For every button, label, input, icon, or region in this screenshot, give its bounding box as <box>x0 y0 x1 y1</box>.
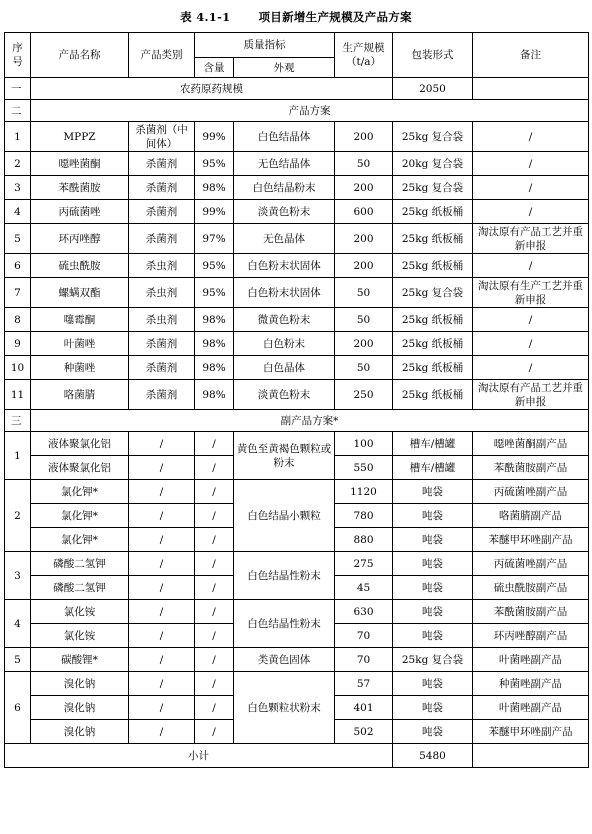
product-appearance: 白色粉末状固体 <box>234 278 335 308</box>
section3-label: 副产品方案* <box>31 410 589 432</box>
byproduct-name: 氯化钾* <box>31 480 129 504</box>
byproduct-content: / <box>195 696 234 720</box>
byproduct-scale: 1120 <box>335 480 393 504</box>
product-appearance: 白色晶体 <box>234 356 335 380</box>
byproduct-name: 溴化钠 <box>31 720 129 744</box>
table-number: 表 4.1-1 <box>180 10 231 24</box>
product-package: 25kg 纸板桶 <box>393 356 473 380</box>
product-name: 环丙唑醇 <box>31 224 129 254</box>
product-remark: / <box>473 308 589 332</box>
byproduct-seq: 1 <box>5 432 31 480</box>
product-name: 螺螨双酯 <box>31 278 129 308</box>
product-scale: 50 <box>335 152 393 176</box>
byproduct-category: / <box>129 552 195 576</box>
byproduct-category: / <box>129 720 195 744</box>
byproduct-scale: 880 <box>335 528 393 552</box>
byproduct-seq: 5 <box>5 648 31 672</box>
product-appearance: 淡黄色粉末 <box>234 380 335 410</box>
product-remark: / <box>473 200 589 224</box>
product-scale: 50 <box>335 278 393 308</box>
product-scale: 200 <box>335 176 393 200</box>
product-row <box>5 308 589 332</box>
byproduct-name: 溴化钠 <box>31 672 129 696</box>
section1-label: 农药原药规模 <box>31 78 393 100</box>
product-appearance: 淡黄色粉末 <box>234 200 335 224</box>
product-category: 杀菌剂 <box>129 152 195 176</box>
product-content: 98% <box>195 380 234 410</box>
byproduct-appearance: 白色结晶小颗粒 <box>234 480 335 552</box>
byproduct-category: / <box>129 648 195 672</box>
byproduct-content: / <box>195 600 234 624</box>
byproduct-scale: 45 <box>335 576 393 600</box>
byproduct-name: 磷酸二氢钾 <box>31 576 129 600</box>
product-remark: / <box>473 332 589 356</box>
byproduct-package: 吨袋 <box>393 576 473 600</box>
product-content: 99% <box>195 200 234 224</box>
byproduct-scale: 780 <box>335 504 393 528</box>
product-category: 杀菌剂 <box>129 332 195 356</box>
product-appearance: 白色结晶粉末 <box>234 176 335 200</box>
byproduct-scale: 502 <box>335 720 393 744</box>
product-remark: / <box>473 356 589 380</box>
product-seq: 11 <box>5 380 31 410</box>
header-category: 产品类别 <box>129 33 195 78</box>
byproduct-appearance: 白色结晶性粉末 <box>234 552 335 600</box>
section1-scale: 2050 <box>393 78 473 100</box>
byproduct-remark: 硫虫酰胺副产品 <box>473 576 589 600</box>
product-remark: 淘汰原有产品工艺并重新申报 <box>473 224 589 254</box>
product-package: 25kg 纸板桶 <box>393 308 473 332</box>
header-quality: 质量指标 <box>195 33 335 58</box>
byproduct-package: 吨袋 <box>393 552 473 576</box>
byproduct-name: 磷酸二氢钾 <box>31 552 129 576</box>
byproduct-row <box>5 432 589 456</box>
product-scale: 250 <box>335 380 393 410</box>
product-remark: 淘汰原有生产工艺并重新申报 <box>473 278 589 308</box>
product-content: 95% <box>195 278 234 308</box>
byproduct-name: 氯化钾* <box>31 504 129 528</box>
product-seq: 4 <box>5 200 31 224</box>
product-row <box>5 278 589 308</box>
product-name: 硫虫酰胺 <box>31 254 129 278</box>
product-category: 杀菌剂 <box>129 356 195 380</box>
product-category: 杀菌剂 <box>129 176 195 200</box>
product-content: 95% <box>195 152 234 176</box>
byproduct-content: / <box>195 528 234 552</box>
byproduct-package: 吨袋 <box>393 672 473 696</box>
product-remark: 淘汰原有产品工艺并重新申报 <box>473 380 589 410</box>
product-row <box>5 254 589 278</box>
byproduct-remark: 丙硫菌唑副产品 <box>473 552 589 576</box>
byproduct-content: / <box>195 720 234 744</box>
production-table <box>4 32 589 768</box>
table-body <box>5 33 589 768</box>
byproduct-package: 槽车/槽罐 <box>393 432 473 456</box>
byproduct-category: / <box>129 576 195 600</box>
product-category: 杀菌剂 <box>129 200 195 224</box>
product-name: 丙硫菌唑 <box>31 200 129 224</box>
product-scale: 200 <box>335 332 393 356</box>
product-category: 杀菌剂 <box>129 380 195 410</box>
section3-seq: 三 <box>5 410 31 432</box>
byproduct-row <box>5 600 589 624</box>
byproduct-category: / <box>129 456 195 480</box>
product-appearance: 白色结晶体 <box>234 122 335 152</box>
section1-seq: 一 <box>5 78 31 100</box>
byproduct-package: 吨袋 <box>393 528 473 552</box>
byproduct-package: 吨袋 <box>393 480 473 504</box>
product-content: 98% <box>195 332 234 356</box>
byproduct-remark: 咯菌腈副产品 <box>473 504 589 528</box>
product-seq: 3 <box>5 176 31 200</box>
byproduct-package: 吨袋 <box>393 624 473 648</box>
product-remark: / <box>473 176 589 200</box>
header-remark: 备注 <box>473 33 589 78</box>
byproduct-row <box>5 552 589 576</box>
product-content: 98% <box>195 308 234 332</box>
byproduct-content: / <box>195 504 234 528</box>
byproduct-row <box>5 648 589 672</box>
byproduct-row <box>5 480 589 504</box>
product-row <box>5 224 589 254</box>
subtotal-label: 小计 <box>5 744 393 768</box>
byproduct-content: / <box>195 576 234 600</box>
product-scale: 50 <box>335 308 393 332</box>
product-scale: 600 <box>335 200 393 224</box>
product-seq: 10 <box>5 356 31 380</box>
byproduct-category: / <box>129 624 195 648</box>
byproduct-package: 吨袋 <box>393 600 473 624</box>
subtotal-row <box>5 744 589 768</box>
byproduct-content: / <box>195 672 234 696</box>
product-row <box>5 332 589 356</box>
product-appearance: 无色结晶体 <box>234 152 335 176</box>
byproduct-category: / <box>129 528 195 552</box>
byproduct-remark: 苯醚甲环唑副产品 <box>473 720 589 744</box>
byproduct-scale: 70 <box>335 624 393 648</box>
product-name: 噁唑菌酮 <box>31 152 129 176</box>
byproduct-package: 槽车/槽罐 <box>393 456 473 480</box>
byproduct-appearance: 白色颗粒状粉末 <box>234 672 335 744</box>
product-category: 杀菌剂（中间体） <box>129 122 195 152</box>
byproduct-name: 氯化铵 <box>31 624 129 648</box>
product-appearance: 微黄色粉末 <box>234 308 335 332</box>
byproduct-scale: 57 <box>335 672 393 696</box>
product-category: 杀虫剂 <box>129 278 195 308</box>
product-package: 25kg 纸板桶 <box>393 380 473 410</box>
byproduct-name: 液体聚氯化铝 <box>31 432 129 456</box>
byproduct-content: / <box>195 552 234 576</box>
product-name: 种菌唑 <box>31 356 129 380</box>
byproduct-scale: 550 <box>335 456 393 480</box>
product-category: 杀虫剂 <box>129 308 195 332</box>
product-package: 25kg 纸板桶 <box>393 254 473 278</box>
product-seq: 9 <box>5 332 31 356</box>
product-row <box>5 380 589 410</box>
byproduct-category: / <box>129 696 195 720</box>
byproduct-scale: 630 <box>335 600 393 624</box>
product-name: 咯菌腈 <box>31 380 129 410</box>
byproduct-content: / <box>195 624 234 648</box>
section2-seq: 二 <box>5 100 31 122</box>
byproduct-name: 溴化钠 <box>31 696 129 720</box>
byproduct-seq: 6 <box>5 672 31 744</box>
byproduct-remark: 苯酰菌胺副产品 <box>473 600 589 624</box>
byproduct-category: / <box>129 432 195 456</box>
product-appearance: 无色晶体 <box>234 224 335 254</box>
byproduct-name: 碳酸锂* <box>31 648 129 672</box>
byproduct-remark: 噁唑菌酮副产品 <box>473 432 589 456</box>
byproduct-scale: 275 <box>335 552 393 576</box>
byproduct-category: / <box>129 600 195 624</box>
byproduct-remark: 丙硫菌唑副产品 <box>473 480 589 504</box>
product-name: 噻霉酮 <box>31 308 129 332</box>
subtotal-scale: 5480 <box>393 744 473 768</box>
byproduct-remark: 环丙唑醇副产品 <box>473 624 589 648</box>
product-remark: / <box>473 254 589 278</box>
product-package: 25kg 复合袋 <box>393 278 473 308</box>
product-category: 杀菌剂 <box>129 224 195 254</box>
product-scale: 200 <box>335 224 393 254</box>
byproduct-name: 氯化铵 <box>31 600 129 624</box>
byproduct-remark: 叶菌唑副产品 <box>473 696 589 720</box>
byproduct-appearance: 黄色至黄褐色颗粒或粉末 <box>234 432 335 480</box>
product-row <box>5 152 589 176</box>
header-content: 含量 <box>195 58 234 78</box>
product-package: 25kg 复合袋 <box>393 122 473 152</box>
product-package: 25kg 纸板桶 <box>393 332 473 356</box>
byproduct-name: 液体聚氯化铝 <box>31 456 129 480</box>
product-name: MPPZ <box>31 122 129 152</box>
subtotal-package-empty <box>473 744 589 768</box>
byproduct-scale: 401 <box>335 696 393 720</box>
byproduct-remark: 苯酰菌胺副产品 <box>473 456 589 480</box>
product-seq: 7 <box>5 278 31 308</box>
section2-label: 产品方案 <box>31 100 589 122</box>
byproduct-category: / <box>129 480 195 504</box>
product-name: 苯酰菌胺 <box>31 176 129 200</box>
header-appearance: 外观 <box>234 58 335 78</box>
product-package: 25kg 纸板桶 <box>393 224 473 254</box>
section-row-2 <box>5 100 589 122</box>
byproduct-package: 吨袋 <box>393 720 473 744</box>
byproduct-remark: 种菌唑副产品 <box>473 672 589 696</box>
byproduct-appearance: 白色结晶性粉末 <box>234 600 335 648</box>
product-content: 98% <box>195 356 234 380</box>
header-name: 产品名称 <box>31 33 129 78</box>
byproduct-scale: 100 <box>335 432 393 456</box>
header-package: 包装形式 <box>393 33 473 78</box>
byproduct-name: 氯化钾* <box>31 528 129 552</box>
product-row <box>5 356 589 380</box>
byproduct-seq: 2 <box>5 480 31 552</box>
product-package: 20kg 复合袋 <box>393 152 473 176</box>
product-seq: 5 <box>5 224 31 254</box>
product-content: 98% <box>195 176 234 200</box>
byproduct-content: / <box>195 648 234 672</box>
byproduct-content: / <box>195 432 234 456</box>
byproduct-content: / <box>195 456 234 480</box>
product-content: 95% <box>195 254 234 278</box>
product-row <box>5 122 589 152</box>
header-scale: 生产规模（t/a） <box>335 33 393 78</box>
product-seq: 2 <box>5 152 31 176</box>
byproduct-category: / <box>129 672 195 696</box>
product-scale: 200 <box>335 122 393 152</box>
product-remark: / <box>473 122 589 152</box>
header-row <box>5 33 589 58</box>
product-remark: / <box>473 152 589 176</box>
header-seq: 序号 <box>5 33 31 78</box>
byproduct-appearance: 类黄色固体 <box>234 648 335 672</box>
section-row-3 <box>5 410 589 432</box>
byproduct-category: / <box>129 504 195 528</box>
section-row-1 <box>5 78 589 100</box>
product-content: 97% <box>195 224 234 254</box>
product-seq: 6 <box>5 254 31 278</box>
product-scale: 50 <box>335 356 393 380</box>
byproduct-remark: 叶菌唑副产品 <box>473 648 589 672</box>
product-row <box>5 176 589 200</box>
byproduct-row <box>5 672 589 696</box>
byproduct-package: 吨袋 <box>393 696 473 720</box>
product-appearance: 白色粉末 <box>234 332 335 356</box>
product-package: 25kg 纸板桶 <box>393 200 473 224</box>
byproduct-content: / <box>195 480 234 504</box>
product-package: 25kg 复合袋 <box>393 176 473 200</box>
product-seq: 8 <box>5 308 31 332</box>
product-scale: 200 <box>335 254 393 278</box>
product-content: 99% <box>195 122 234 152</box>
product-appearance: 白色粉末状固体 <box>234 254 335 278</box>
byproduct-package: 25kg 复合袋 <box>393 648 473 672</box>
byproduct-seq: 4 <box>5 600 31 648</box>
byproduct-package: 吨袋 <box>393 504 473 528</box>
product-name: 叶菌唑 <box>31 332 129 356</box>
byproduct-seq: 3 <box>5 552 31 600</box>
byproduct-remark: 苯醚甲环唑副产品 <box>473 528 589 552</box>
byproduct-scale: 70 <box>335 648 393 672</box>
product-category: 杀虫剂 <box>129 254 195 278</box>
table-title <box>0 9 592 25</box>
table-caption: 项目新增生产规模及产品方案 <box>258 10 412 24</box>
product-seq: 1 <box>5 122 31 152</box>
section1-package-empty <box>473 78 589 100</box>
product-row <box>5 200 589 224</box>
